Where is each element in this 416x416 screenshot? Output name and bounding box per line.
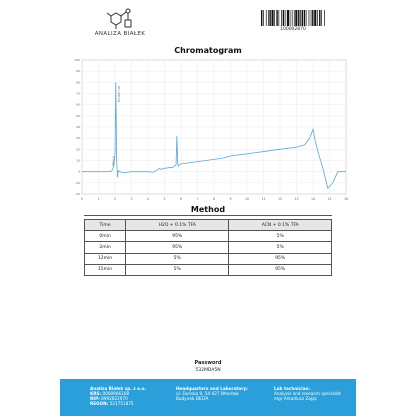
x-tick-label: 6 <box>179 197 183 201</box>
barcode-bar <box>295 10 297 26</box>
table-header-row <box>85 220 332 231</box>
barcode-bar <box>309 10 310 26</box>
hq-title: Headquarters and Laboratory: <box>176 386 248 391</box>
barcode-bar <box>279 10 280 26</box>
y-tick-label: 50 <box>76 113 80 118</box>
footer-technician <box>274 386 356 401</box>
nip-value: 8992822970 <box>101 396 128 401</box>
barcode-bar <box>268 10 269 26</box>
method-divider <box>84 215 332 216</box>
password-value: 532MDA5N <box>195 368 221 373</box>
column-header: H2O + 0.1% TFA <box>126 220 229 231</box>
table-cell: 95% <box>229 264 332 275</box>
barcode-bar <box>314 10 316 26</box>
barcode-bar <box>306 10 307 26</box>
company-name: Analiza Białek sp. z o.o. <box>90 386 147 391</box>
barcode-bar <box>287 10 289 26</box>
table-cell: 95% <box>126 231 229 242</box>
y-tick-label: 40 <box>76 125 80 129</box>
password-label: Password <box>194 360 222 366</box>
table-cell: 5% <box>229 231 332 242</box>
barcode-bar <box>298 10 299 26</box>
barcode-bar <box>290 10 291 26</box>
table-cell: 12min <box>85 253 126 264</box>
krs-label: KRS: <box>90 391 102 396</box>
regon-value: 521751875 <box>109 401 134 406</box>
barcode-bar <box>304 10 305 26</box>
y-tick-label: 10 <box>76 158 80 163</box>
technician-name: mgr Arkadiusz Zając <box>274 396 317 401</box>
regon-label: REGON: <box>90 401 109 406</box>
barcode-bar <box>263 10 264 26</box>
x-tick-label: 14 <box>310 197 316 201</box>
table-cell: 2min <box>85 242 126 253</box>
krs-value: 0000966168 <box>102 391 130 396</box>
barcode-bar <box>272 10 274 26</box>
barcode-bar <box>317 10 318 26</box>
x-tick-label: 12 <box>277 197 283 201</box>
column-header: ACN + 0.1% TFA <box>229 220 332 231</box>
molecule-icon <box>105 8 135 30</box>
table-cell: 0min <box>85 231 126 242</box>
x-tick-label: 11 <box>261 197 266 201</box>
x-tick-label: 15 <box>327 197 332 201</box>
footer-hq <box>176 386 272 401</box>
company-logo <box>88 8 152 37</box>
technician-title: Lab technician: <box>274 386 311 391</box>
table-cell: 95% <box>126 242 229 253</box>
y-tick-label: 30 <box>76 136 80 141</box>
x-tick-label: 0 <box>80 197 84 201</box>
table-cell: 5% <box>229 242 332 253</box>
barcode-bar <box>300 10 301 26</box>
regon-line <box>90 401 172 406</box>
x-tick-label: 16 <box>343 197 349 201</box>
x-tick-label: 3 <box>130 197 133 201</box>
barcode-bar <box>294 10 295 26</box>
hq-address: ul. Duńska 9, 54-427 Wrocław <box>176 391 239 396</box>
table-cell: 5% <box>126 264 229 275</box>
peak-label-main: RT 1.000 min <box>116 86 120 103</box>
hq-building: Budynek DELTA <box>176 396 209 401</box>
column-header: Time <box>85 220 126 231</box>
x-tick-label: 10 <box>244 197 250 201</box>
method-title: Method <box>190 205 226 214</box>
table-cell: 95% <box>229 253 332 264</box>
barcode <box>260 10 326 32</box>
technician-role: Analysis and research specialist <box>274 391 341 396</box>
chromatogram-title: Chromatogram <box>174 46 242 55</box>
table-cell: 15min <box>85 264 126 275</box>
table-row <box>85 231 332 242</box>
x-tick-label: 1 <box>97 197 100 201</box>
x-tick-label: 13 <box>294 197 299 201</box>
barcode-bar <box>302 10 303 26</box>
chromatogram-chart <box>70 56 350 206</box>
peak-label-small: RT 0.900 <box>111 156 115 166</box>
footer-company <box>90 386 172 406</box>
y-tick-label: 70 <box>76 91 80 96</box>
barcode-bar <box>285 10 286 26</box>
x-tick-label: 4 <box>146 197 150 201</box>
barcode-bar <box>281 10 282 26</box>
barcode-number: 100002870 <box>280 27 306 32</box>
y-tick-label: 0 <box>78 169 80 174</box>
barcode-bar <box>261 10 262 26</box>
y-tick-label: 80 <box>76 80 80 85</box>
method-table <box>84 219 332 276</box>
barcode-bar <box>276 10 277 26</box>
x-tick-label: 8 <box>212 197 216 201</box>
barcode-bar <box>292 10 293 26</box>
table-row <box>85 264 332 275</box>
x-tick-label: 5 <box>163 197 166 201</box>
barcode-bar <box>324 10 325 26</box>
y-tick-label: 60 <box>76 102 80 107</box>
barcode-bar <box>312 10 313 26</box>
y-tick-label: -10 <box>75 180 80 185</box>
x-tick-label: 2 <box>113 197 117 201</box>
barcode-bar <box>274 10 275 26</box>
x-tick-label: 9 <box>229 197 232 201</box>
barcode-bar <box>266 10 267 26</box>
y-tick-label: 100 <box>74 58 80 62</box>
table-row <box>85 253 332 264</box>
barcode-bar <box>283 10 284 26</box>
brand-name: ANALIZA BIAŁEK <box>94 31 146 37</box>
y-tick-label: 20 <box>76 147 80 152</box>
nip-label: NIP: <box>90 396 100 401</box>
table-cell: 5% <box>126 253 229 264</box>
footer <box>60 379 356 416</box>
y-tick-label: -20 <box>75 192 80 196</box>
y-tick-label: 90 <box>76 69 80 74</box>
barcode-bar <box>321 10 322 26</box>
x-tick-label: 7 <box>196 197 199 201</box>
barcode-bar <box>269 10 270 26</box>
barcode-graphic <box>260 10 326 26</box>
barcode-bar <box>319 10 320 26</box>
barcode-bar <box>311 10 312 26</box>
table-row <box>85 242 332 253</box>
